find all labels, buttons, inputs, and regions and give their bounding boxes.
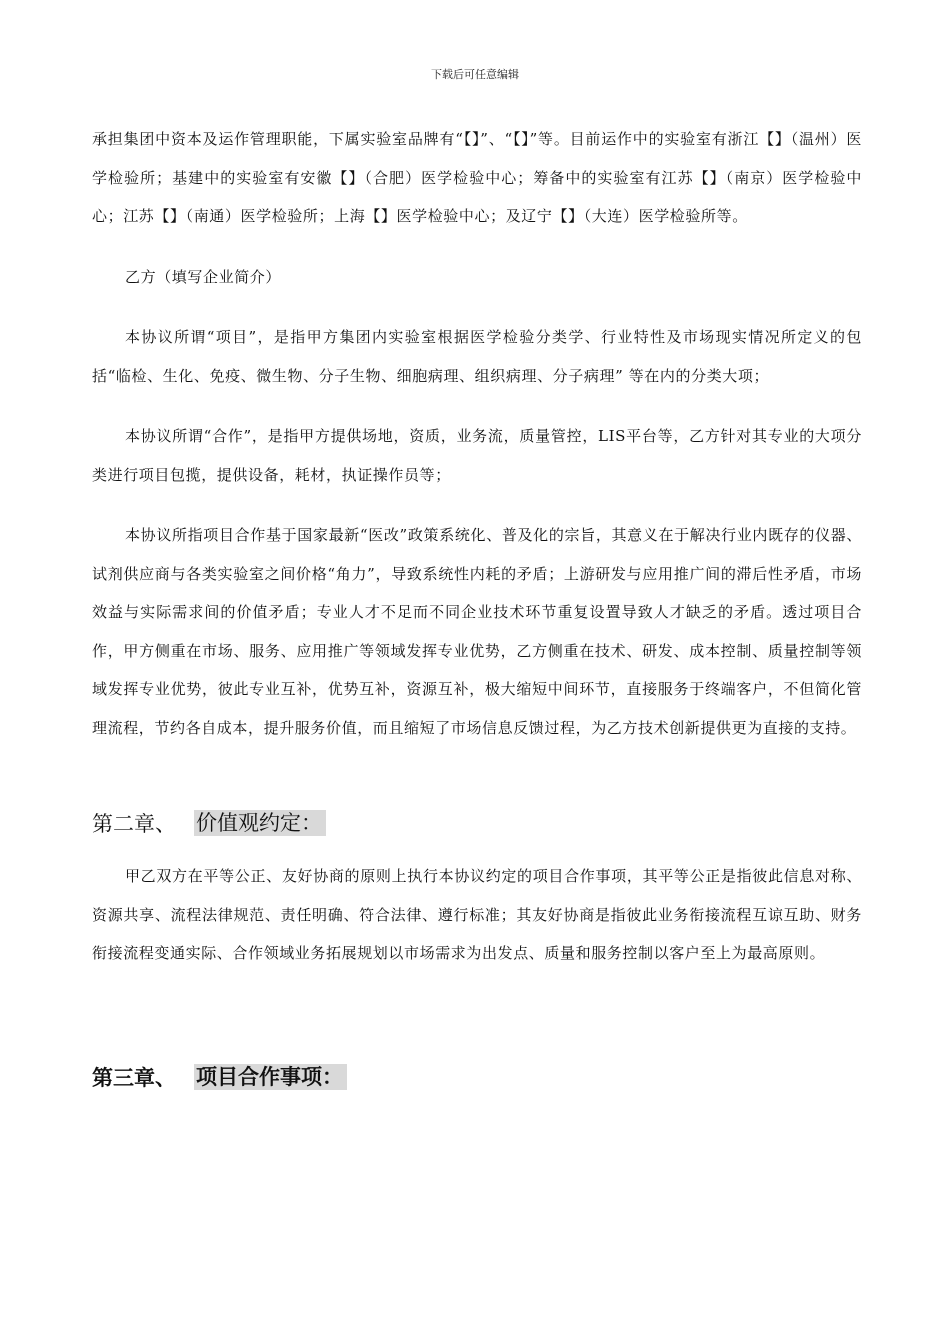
paragraph-project-definition: 本协议所谓“项目”，是指甲方集团内实验室根据医学检验分类学、行业特性及市场现实情况所定义的包括“临检、生化、免疫、微生物、分子生物、细胞病理、组织病理、分子病理” 等在内的分类大项； <box>92 328 862 385</box>
paragraph-lab-overview: 承担集团中资本及运作管理职能，下属实验室品牌有“【】”、“【】”等。目前运作中的实验室有浙江【】（温州）医学检验所；基建中的实验室有安徽【】（合肥）医学检验中心；筹备中的实验室有江苏【】（南京）医学检验中心；江苏【】（南通）医学检验所；上海【】医学检验中心；及辽宁【】（大连）医学检验所等。 <box>92 130 862 225</box>
chapter-2-heading <box>92 803 862 843</box>
paragraph-values-agreement: 甲乙双方在平等公正、友好协商的原则上执行本协议约定的项目合作事项，其平等公正是指彼此信息对称、资源共享、流程法律规范、责任明确、符合法律、遵行标准；其友好协商是指彼此业务衔接流程互谅互助、财务衔接流程变通实际、合作领域业务拓展规划以市场需求为出发点、质量和服务控制以客户至上为最高原则。 <box>92 867 862 962</box>
document-body <box>92 120 862 1097</box>
chapter-3-heading <box>92 1057 862 1097</box>
chapter-3-number: 第三章、 <box>92 1065 176 1090</box>
chapter-2-number: 第二章、 <box>92 812 176 836</box>
paragraph-cooperation-purpose: 本协议所指项目合作基于国家最新“医改”政策系统化、普及化的宗旨，其意义在于解决行业内既存的仪器、试剂供应商与各类实验室之间价格“角力”，导致系统性内耗的矛盾；上游研发与应用推广间的滞后性矛盾，市场效益与实际需求间的价值矛盾；专业人才不足而不同企业技术环节重复设置导致人才缺乏的矛盾。透过项目合作，甲方侧重在市场、服务、应用推广等领域发挥专业优势，乙方侧重在技术、研发、成本控制、质量控制等领域发挥专业优势，彼此专业互补，优势互补，资源互补，极大缩短中间环节，直接服务于终端客户，不但简化管理流程，节约各自成本，提升服务价值，而且缩短了市场信息反馈过程，为乙方技术创新提供更为直接的支持。 <box>92 526 862 737</box>
paragraph-party-b-intro: 乙方（填写企业简介） <box>125 267 282 286</box>
chapter-3-title: 项目合作事项： <box>194 1064 347 1090</box>
page-header: 下载后可任意编辑 <box>431 68 519 81</box>
chapter-2-title: 价值观约定： <box>194 810 326 836</box>
paragraph-cooperation-definition: 本协议所谓“合作”，是指甲方提供场地，资质，业务流，质量管控，LIS平台等，乙方针对其专业的大项分类进行项目包揽，提供设备，耗材，执证操作员等； <box>92 427 862 484</box>
